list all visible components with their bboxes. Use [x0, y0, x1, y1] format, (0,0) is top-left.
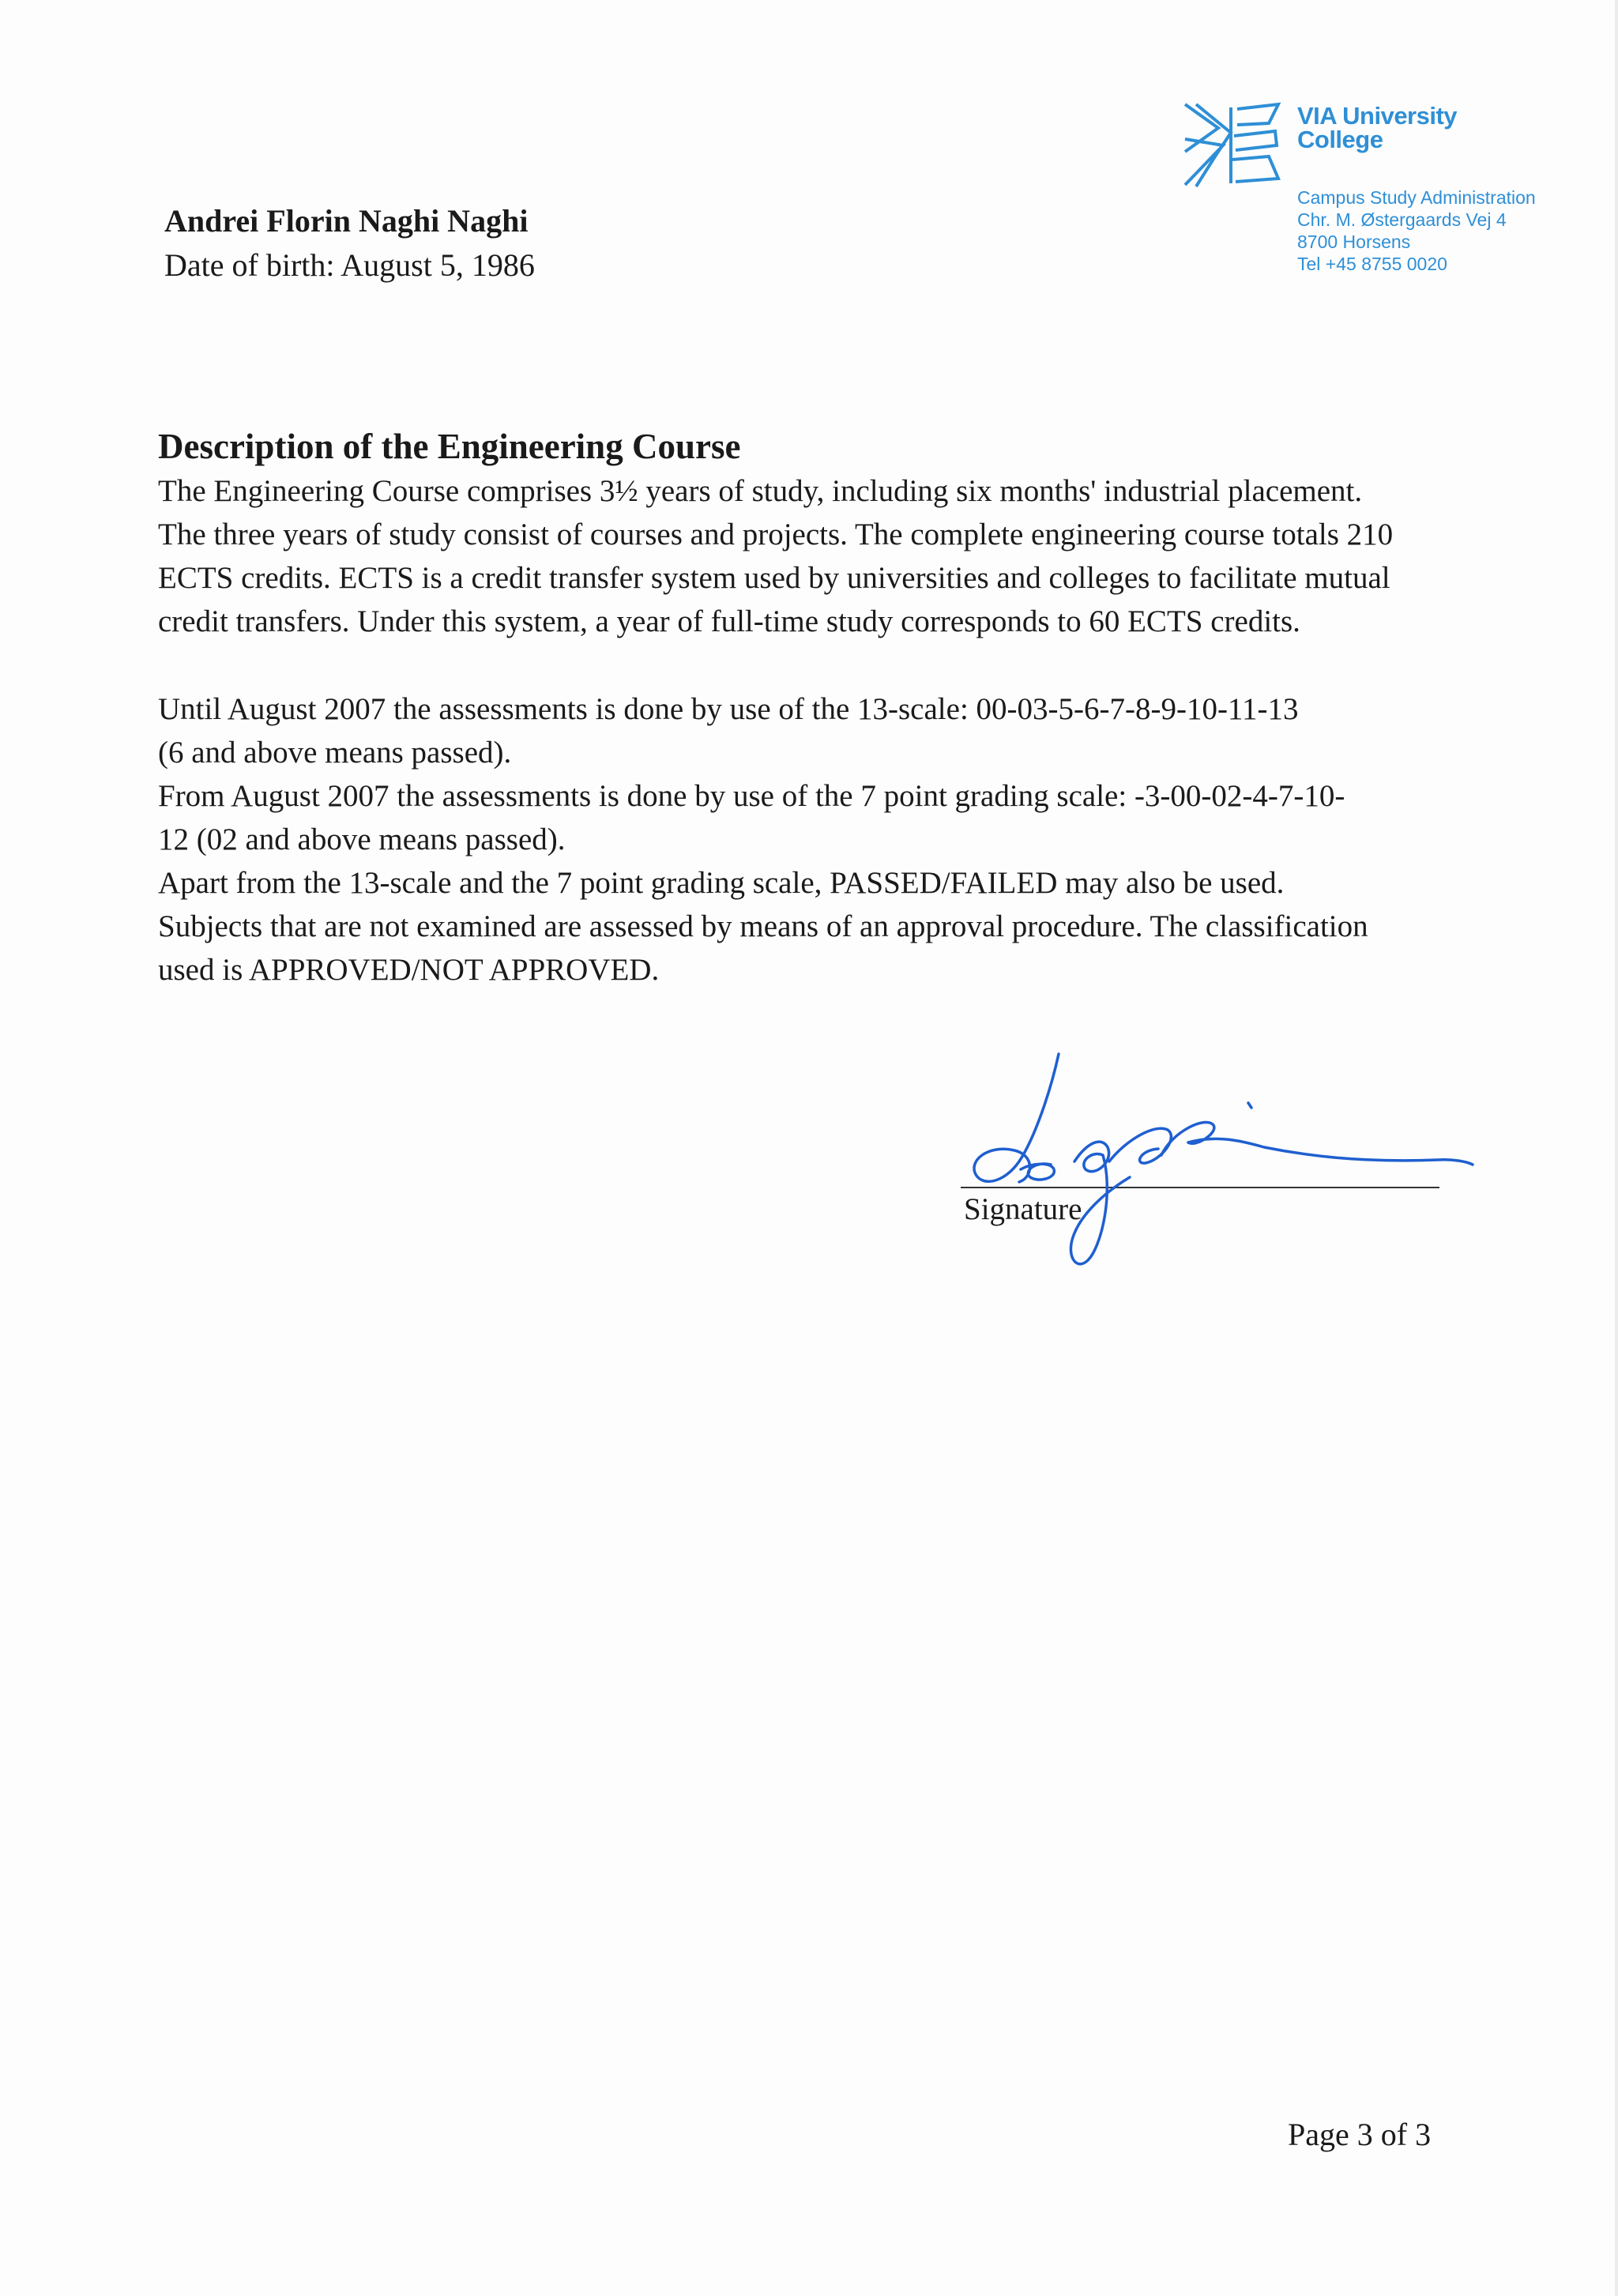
- address-line: Campus Study Administration: [1297, 187, 1536, 208]
- student-name: Andrei Florin Naghi Naghi: [164, 203, 529, 239]
- text-line: credit transfers. Under this system, a year of full-time study corresponds to 60 ECTS credits.: [158, 604, 1300, 638]
- text-line: used is APPROVED/NOT APPROVED.: [158, 953, 660, 987]
- institution-name-line2: College: [1297, 126, 1383, 153]
- via-logo-icon: [1180, 101, 1283, 190]
- text-line: Subjects that are not examined are assessed by means of an approval procedure. The classification: [158, 909, 1368, 943]
- text-line: ECTS credits. ECTS is a credit transfer system used by universities and colleges to facilitate mutual: [158, 561, 1390, 595]
- text-line: Apart from the 13-scale and the 7 point grading scale, PASSED/FAILED may also be used.: [158, 866, 1285, 900]
- handwritten-signature: [932, 1043, 1485, 1280]
- signature-label: Signature: [964, 1192, 1082, 1226]
- student-block: [164, 199, 535, 288]
- institution-name: [1297, 104, 1457, 152]
- section-title: Description of the Engineering Course: [158, 427, 741, 466]
- course-description-paragraph: [158, 469, 1454, 643]
- institution-name-line1: VIA University: [1297, 102, 1458, 130]
- student-date-of-birth: Date of birth: August 5, 1986: [164, 247, 535, 283]
- text-line: (6 and above means passed).: [158, 736, 512, 770]
- institution-address: [1297, 186, 1536, 275]
- page-number: Page 3 of 3: [1288, 2117, 1432, 2152]
- address-line: Tel +45 8755 0020: [1297, 254, 1447, 274]
- institution-block: [1180, 101, 1591, 299]
- text-line: Until August 2007 the assessments is done by use of the 13-scale: 00-03-5-6-7-8-9-10-11-13: [158, 692, 1299, 726]
- text-line: 12 (02 and above means passed).: [158, 822, 566, 856]
- text-line: The three years of study consist of courses and projects. The complete engineering course totals 210: [158, 518, 1394, 551]
- text-line: From August 2007 the assessments is done by use of the 7 point grading scale: -3-00-02-4-7-10-: [158, 779, 1345, 813]
- grading-scale-paragraph: [158, 687, 1454, 992]
- address-line: 8700 Horsens: [1297, 231, 1411, 252]
- text-line: The Engineering Course comprises 3½ years of study, including six months' industrial placement.: [158, 474, 1363, 508]
- address-line: Chr. M. Østergaards Vej 4: [1297, 209, 1507, 230]
- signature-area: [932, 1043, 1485, 1280]
